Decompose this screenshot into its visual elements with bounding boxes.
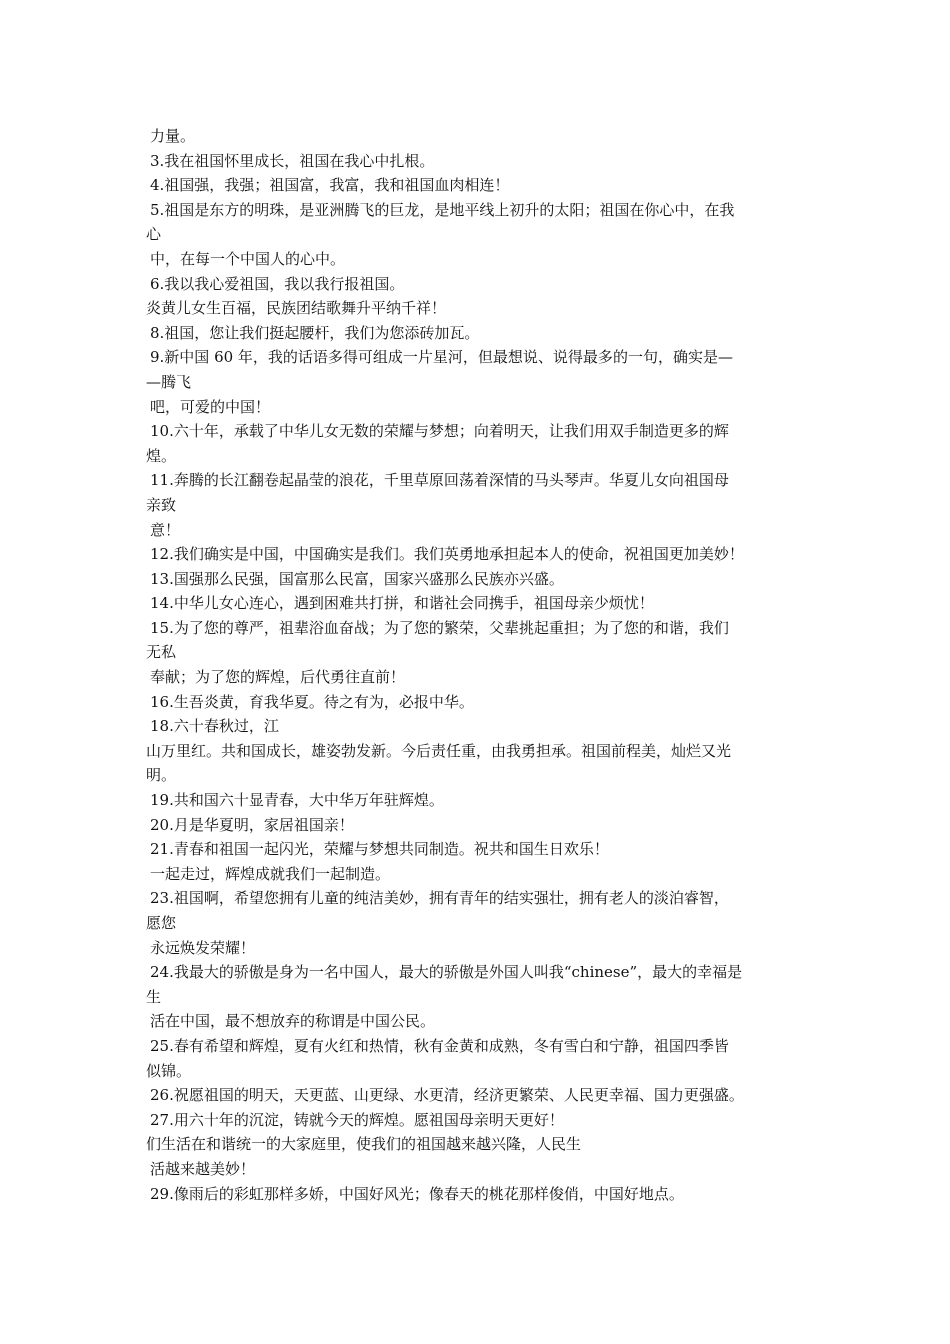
text-line: 们生活在和谐统一的大家庭里，使我们的祖国越来越兴隆，人民生 [146, 1135, 582, 1154]
text-line: —腾飞 [146, 372, 192, 391]
text-line: 亲致 [146, 495, 177, 514]
text-line: 愿您 [146, 914, 177, 932]
text-line: 山万里红。共和国成长，雄姿勃发新。今后责任重，由我勇担承。祖国前程美，灿烂又光 [146, 741, 732, 760]
text-line: 无私 [146, 643, 177, 662]
text-line: 吧，可爱的中国！ [150, 397, 271, 416]
text-line: 奉献；为了您的辉煌，后代勇往直前！ [150, 668, 406, 687]
text-line: 23.祖国啊，希望您拥有儿童的纯洁美妙，拥有青年的结实强壮，拥有老人的淡泊睿智， [150, 889, 729, 908]
text-line: 19.共和国六十显青春，大中华万年驻辉煌。 [150, 791, 444, 810]
text-line: 力量。 [150, 127, 196, 145]
text-line: 25.春有希望和辉煌，夏有火红和热情，秋有金黄和成熟，冬有雪白和宁静，祖国四季皆 [150, 1036, 729, 1055]
text-line: 16.生吾炎黄，育我华夏。待之有为，必报中华。 [150, 692, 474, 711]
text-line: 14.中华儿女心连心，遇到困难共打拼，和谐社会同携手，祖国母亲少烦忧！ [150, 594, 654, 613]
text-line: 11.奔腾的长江翻卷起晶莹的浪花，千里草原回荡着深情的马头琴声。华夏儿女向祖国母 [150, 471, 729, 490]
text-line: 21.青春和祖国一起闪光，荣耀与梦想共同制造。祝共和国生日欢乐！ [150, 840, 609, 859]
text-line: 6.我以我心爱祖国，我以我行报祖国。 [150, 274, 405, 293]
text-line: 27.用六十年的沉淀，铸就今天的辉煌。愿祖国母亲明天更好！ [150, 1110, 564, 1129]
text-line: 生 [146, 987, 162, 1006]
text-line: 18.六十春秋过，江 [150, 717, 279, 736]
text-line: 15.为了您的尊严，祖辈浴血奋战；为了您的繁荣，父辈挑起重担；为了您的和谐，我们 [150, 618, 729, 637]
document-body [146, 124, 810, 1206]
text-line: 炎黄儿女生百福，民族团结歌舞升平纳千祥！ [146, 299, 447, 318]
text-line: 13.国强那么民强，国富那么民富，国家兴盛那么民族亦兴盛。 [150, 569, 564, 588]
text-line: 中，在每一个中国人的心中。 [150, 249, 346, 268]
text-line: 8.祖国，您让我们挺起腰杆，我们为您添砖加瓦。 [150, 323, 480, 342]
text-line: 12.我们确实是中国，中国确实是我们。我们英勇地承担起本人的使命，祝祖国更加美妙！ [150, 545, 744, 564]
text-line: 20.月是华夏明，家居祖国亲！ [150, 815, 354, 834]
text-line: 煌。 [146, 446, 177, 465]
text-line: 心 [146, 225, 162, 244]
text-line: 永远焕发荣耀！ [150, 938, 256, 957]
text-line: 5.祖国是东方的明珠，是亚洲腾飞的巨龙，是地平线上初升的太阳；祖国在你心中，在我 [150, 200, 735, 219]
text-line: 29.像雨后的彩虹那样多娇，中国好风光；像春天的桃花那样俊俏，中国好地点。 [150, 1184, 684, 1203]
text-line: 一起走过，辉煌成就我们一起制造。 [150, 864, 391, 883]
text-line: 活在中国，最不想放弃的称谓是中国公民。 [150, 1012, 436, 1031]
text-line: 10.六十年，承载了中华儿女无数的荣耀与梦想；向着明天，让我们用双手制造更多的辉 [150, 422, 729, 441]
text-line: 3.我在祖国怀里成长，祖国在我心中扎根。 [150, 151, 435, 170]
text-line: 意！ [150, 520, 181, 539]
text-line: 活越来越美妙！ [150, 1159, 256, 1178]
text-line: 26.祝愿祖国的明天，天更蓝、山更绿、水更清，经济更繁荣、人民更幸福、国力更强盛。 [150, 1086, 744, 1105]
text-line: 明。 [146, 766, 177, 785]
text-line: 4.祖国强，我强；祖国富，我富，我和祖国血肉相连！ [150, 176, 510, 195]
text-line: 24.我最大的骄傲是身为一名中国人，最大的骄傲是外国人叫我“chinese”，最大的幸福是 [150, 963, 743, 982]
text-line: 似锦。 [146, 1061, 192, 1080]
text-line: 9.新中国 60 年，我的话语多得可组成一片星河，但最想说、说得最多的一句，确实是— [150, 348, 733, 367]
